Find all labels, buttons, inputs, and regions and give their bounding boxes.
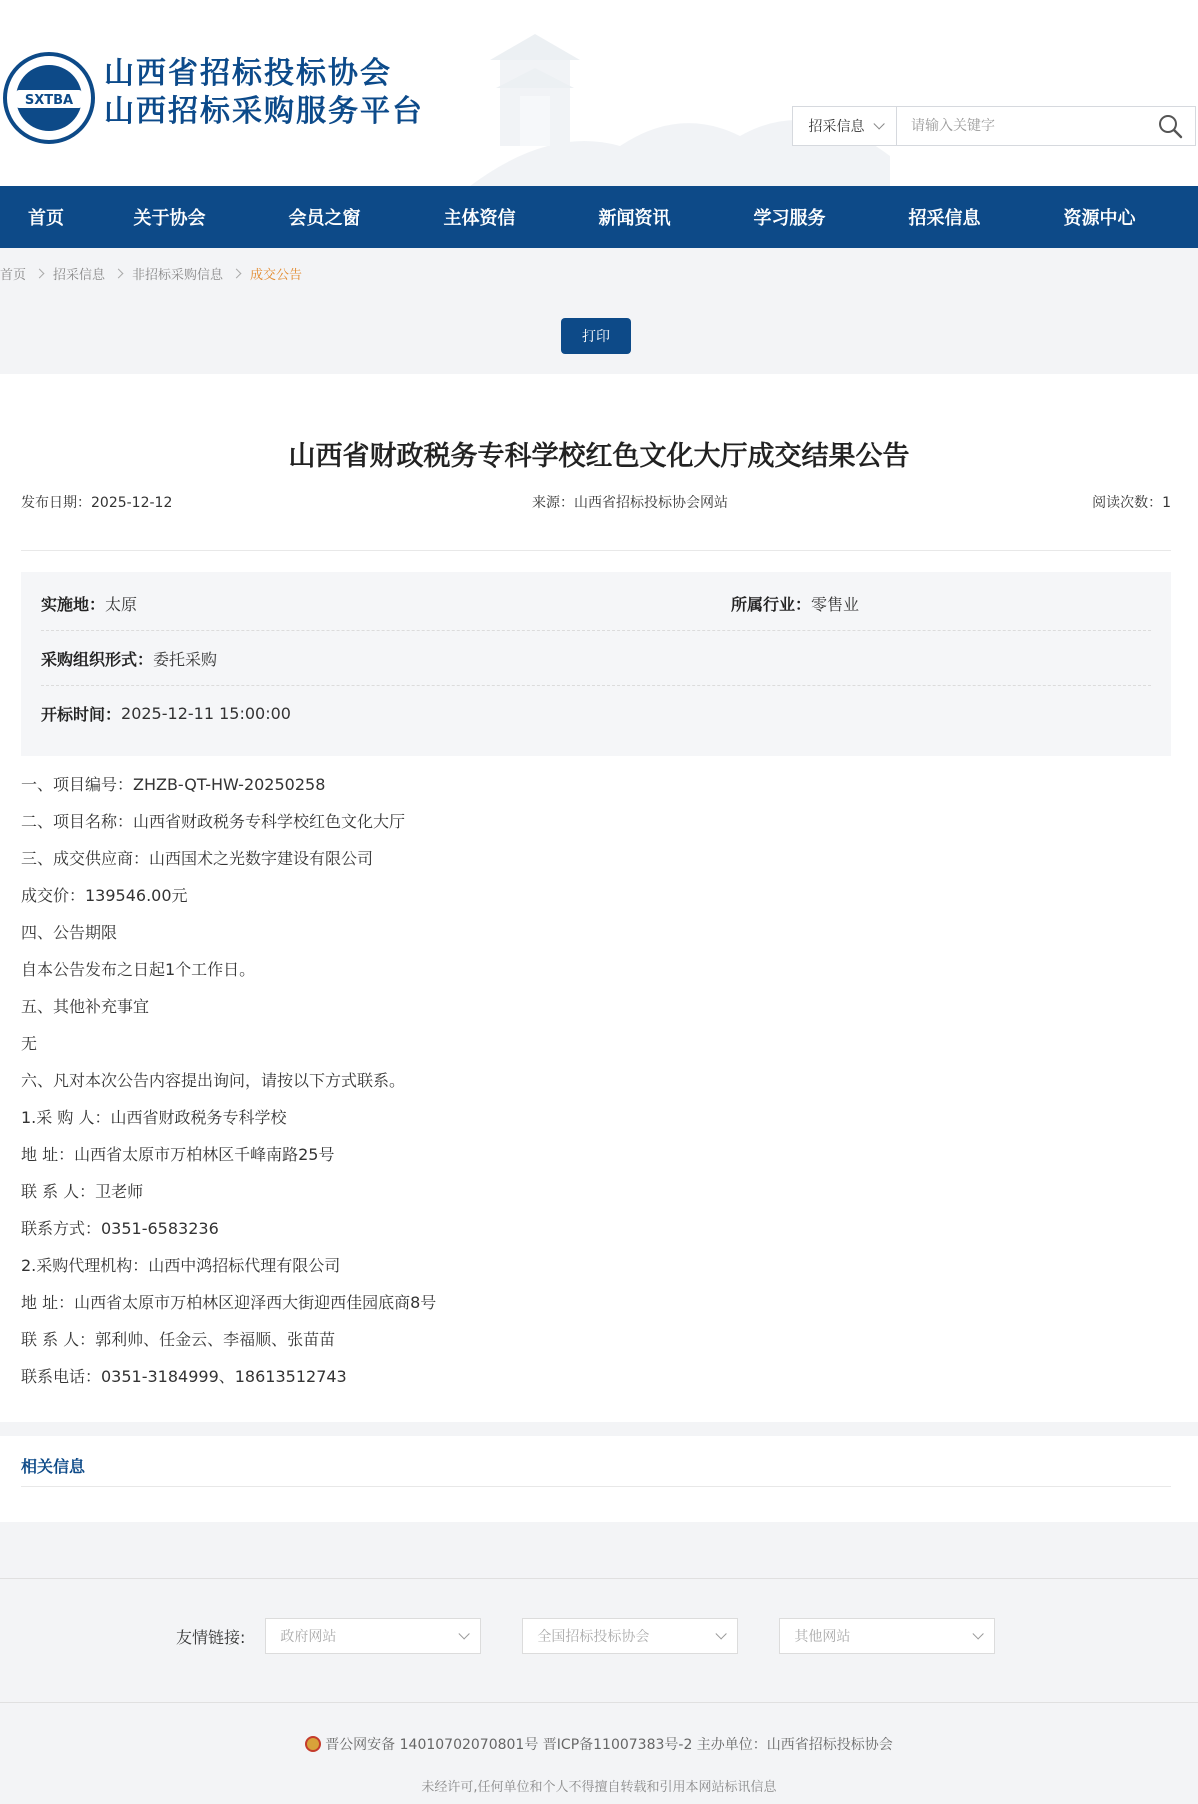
body-line: 六、凡对本次公告内容提出询问，请按以下方式联系。 (21, 1071, 406, 1090)
search-button[interactable] (1145, 107, 1195, 145)
footer-record (0, 1734, 1198, 1754)
breadcrumb (0, 264, 302, 282)
select-label: 其他网站 (794, 1629, 851, 1645)
search-icon (1157, 113, 1183, 139)
chevron-down-icon (973, 1628, 984, 1639)
body-line: 地 址：山西省太原市万柏林区迎泽西大街迎西佳园底商8号 (21, 1293, 437, 1312)
association-logo[interactable] (2, 48, 96, 148)
location-label: 实施地： (41, 594, 106, 614)
org-form-label: 采购组织形式： (41, 649, 154, 669)
view-count: 阅读次数：1 (1092, 495, 1171, 511)
body-line: 无 (21, 1034, 38, 1053)
breadcrumb-non-tender[interactable]: 非招标采购信息 (132, 267, 224, 283)
search-category-label: 招采信息 (808, 119, 865, 135)
related-info-section (0, 1436, 1198, 1522)
body-line: 四、公告期限 (21, 923, 118, 942)
site-title-line2: 山西招标采购服务平台 (104, 94, 424, 129)
search-input[interactable] (897, 107, 1145, 145)
open-time-label: 开标时间： (41, 705, 122, 724)
body-line: 自本公告发布之日起1个工作日。 (21, 960, 256, 979)
site-title-line1: 山西省招标投标协会 (104, 56, 392, 91)
friend-links (176, 1618, 1036, 1654)
body-line: 联系电话：0351-3184999、18613512743 (21, 1367, 347, 1386)
info-row (41, 631, 1151, 686)
breadcrumb-procurement[interactable]: 招采信息 (53, 267, 106, 283)
body-line: 一、项目编号：ZHZB-QT-HW-20250258 (21, 775, 326, 794)
national-association-select[interactable] (522, 1618, 738, 1654)
police-badge-icon (305, 1736, 321, 1752)
article-source: 来源：山西省招标投标协会网站 (532, 495, 728, 511)
body-line: 二、项目名称：山西省财政税务专科学校红色文化大厅 (21, 812, 406, 831)
body-line: 成交价：139546.00元 (21, 886, 188, 905)
body-line: 联 系 人：卫老师 (21, 1182, 144, 1201)
article (0, 374, 1198, 1422)
chevron-right-icon (232, 268, 242, 278)
breadcrumb-current: 成交公告 (250, 267, 303, 283)
publish-date: 发布日期：2025-12-12 (21, 495, 173, 511)
other-sites-select[interactable] (779, 1618, 995, 1654)
nav-item-home[interactable]: 首页 (28, 208, 64, 229)
friend-links-label: 友情链接: (176, 1627, 246, 1647)
nav-item-about[interactable]: 关于协会 (133, 208, 206, 229)
chevron-down-icon (873, 118, 884, 129)
search-category-select[interactable] (793, 107, 897, 145)
body-line: 联系方式：0351-6583236 (21, 1219, 219, 1238)
project-info-box (21, 572, 1171, 756)
info-row (41, 576, 1151, 631)
divider (0, 1578, 1198, 1579)
main-nav (0, 186, 1198, 248)
location-value: 太原 (105, 594, 138, 614)
info-row (41, 686, 1151, 741)
article-body (21, 766, 1171, 1395)
chevron-right-icon (35, 268, 45, 278)
svg-text:SXTBA: SXTBA (24, 93, 74, 108)
article-title: 山西省财政税务专科学校红色文化大厅成交结果公告 (288, 441, 910, 472)
divider (21, 550, 1171, 551)
site-header (0, 0, 1198, 186)
org-form-value: 委托采购 (153, 649, 218, 669)
gov-sites-select[interactable] (265, 1618, 481, 1654)
open-time-value: 2025-12-11 15:00:00 (121, 704, 291, 723)
record-text[interactable]: 晋公网安备 14010702070801号 晋ICP备11007383号-2 主办单位：山西省招标投标协会 (325, 1737, 893, 1753)
select-label: 全国招标投标协会 (537, 1629, 650, 1645)
search-bar (792, 106, 1196, 146)
related-info-title: 相关信息 (21, 1457, 86, 1476)
body-line: 2.采购代理机构：山西中鸿招标代理有限公司 (21, 1256, 341, 1275)
chevron-down-icon (716, 1628, 727, 1639)
industry-label: 所属行业： (731, 594, 812, 614)
pavilion-illustration (470, 16, 890, 186)
chevron-right-icon (114, 268, 124, 278)
breadcrumb-home[interactable]: 首页 (0, 267, 27, 283)
select-label: 政府网站 (280, 1629, 337, 1645)
nav-item-learning[interactable]: 学习服务 (753, 208, 826, 229)
divider (0, 1702, 1198, 1703)
body-line: 1.采 购 人：山西省财政税务专科学校 (21, 1108, 287, 1127)
body-line: 联 系 人：郭利帅、任金云、李福顺、张苗苗 (21, 1330, 336, 1349)
industry-value: 零售业 (811, 594, 860, 614)
nav-item-procurement[interactable]: 招采信息 (908, 208, 981, 229)
body-line: 五、其他补充事宜 (21, 997, 150, 1016)
copyright-notice: 未经许可,任何单位和个人不得擅自转载和引用本网站标讯信息 (421, 1780, 777, 1795)
nav-item-members[interactable]: 会员之窗 (288, 208, 361, 229)
print-button[interactable]: 打印 (561, 318, 631, 354)
divider (21, 1486, 1171, 1487)
nav-item-credit[interactable]: 主体资信 (443, 208, 516, 229)
nav-item-news[interactable]: 新闻资讯 (598, 208, 671, 229)
chevron-down-icon (459, 1628, 470, 1639)
body-line: 地 址：山西省太原市万柏林区千峰南路25号 (21, 1145, 335, 1164)
nav-item-resources[interactable]: 资源中心 (1063, 208, 1136, 229)
body-line: 三、成交供应商：山西国术之光数字建设有限公司 (21, 849, 374, 868)
